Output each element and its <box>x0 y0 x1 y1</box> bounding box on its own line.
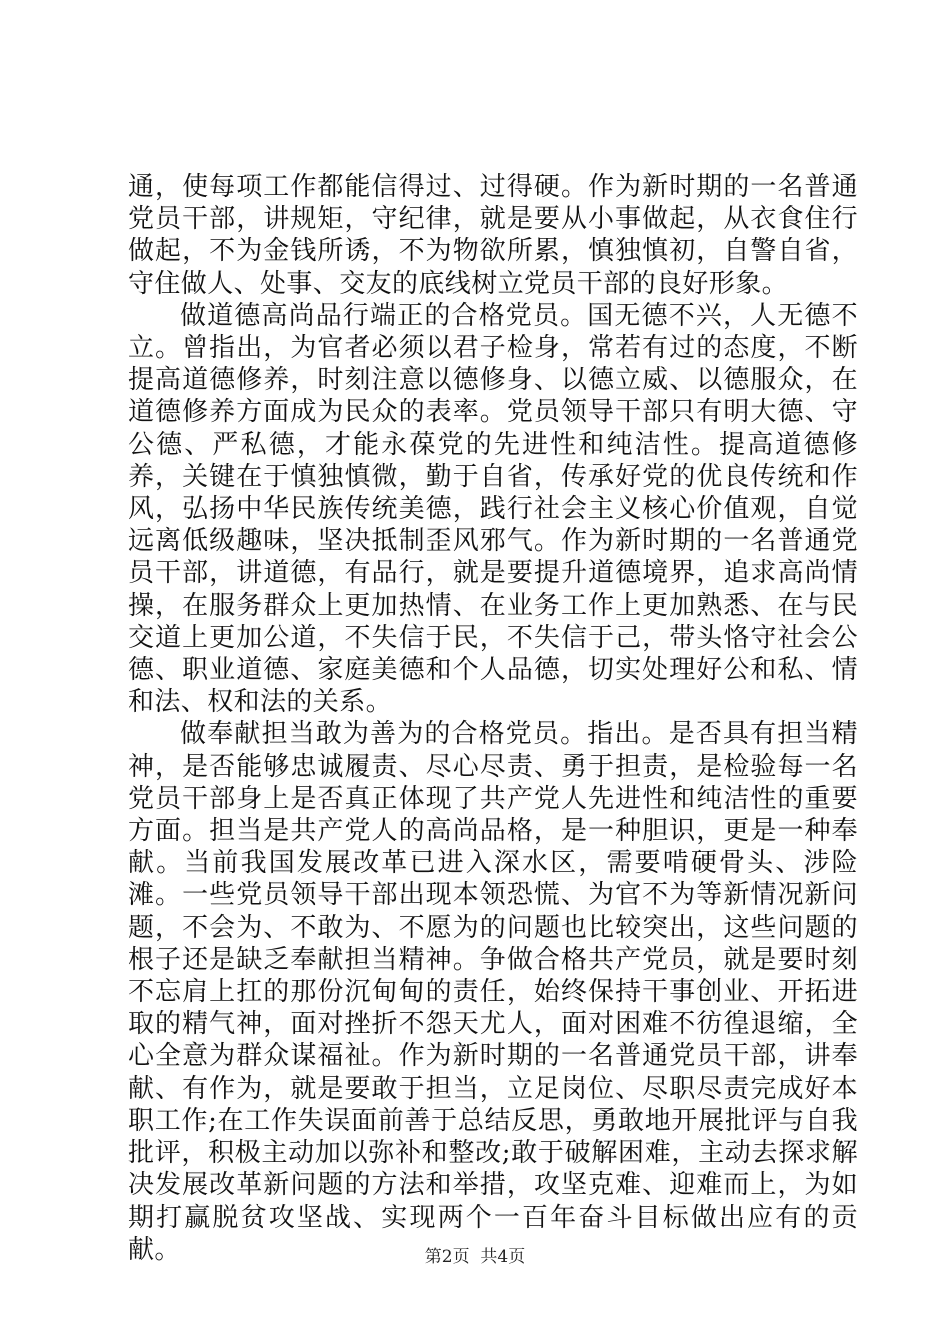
page-footer <box>0 1247 950 1267</box>
paragraph-continuation: 通，使每项工作都能信得过、过得硬。作为新时期的一名普通党员干部，讲规矩，守纪律，就是要从小事做起，从衣食住行做起，不为金钱所诱，不为物欲所累，慎独慎初，自警自省，守住做人、处事、交友的底线树立党员干部的良好形象。 <box>128 172 858 299</box>
paragraph-dedication-responsibility: 做奉献担当敢为善为的合格党员。指出。是否具有担当精神，是否能够忠诚履责、尽心尽责、勇于担责，是检验每一名党员干部身上是否真正体现了共产党人先进性和纯洁性的重要方面。担当是共产党人的高尚品格，是一种胆识，更是一种奉献。当前我国发展改革已进入深水区，需要啃硬骨头、涉险滩。一些党员领导干部出现本领恐慌、为官不为等新情况新问题，不会为、不敢为、不愿为的问题也比较突出，这些问题的根子还是缺乏奉献担当精神。争做合格共产党员，就是要时刻不忘肩上扛的那份沉甸甸的责任，始终保持干事创业、开拓进取的精气神，面对挫折不怨天尤人，面对困难不彷徨退缩，全心全意为群众谋福祉。作为新时期的一名普通党员干部，讲奉献、有作为，就是要敢于担当，立足岗位、尽职尽责完成好本职工作;在工作失误面前善于总结反思，勇敢地开展批评与自我批评，积极主动加以弥补和整改;敢于破解困难，主动去探求解决发展改革新问题的方法和举措，攻坚克难、迎难而上，为如期打赢脱贫攻坚战、实现两个一百年奋斗目标做出应有的贡献。 <box>128 719 858 1265</box>
document-body <box>128 171 858 1266</box>
page-total: 共4页 <box>480 1247 526 1267</box>
page-number: 第2页 <box>424 1247 470 1267</box>
paragraph-moral-integrity: 做道德高尚品行端正的合格党员。国无德不兴，人无德不立。曾指出，为官者必须以君子检身，常若有过的态度，不断提高道德修养，时刻注意以德修身、以德立威、以德服众，在道德修养方面成为民众的表率。党员领导干部只有明大德、守公德、严私德，才能永葆党的先进性和纯洁性。提高道德修养，关键在于慎独慎微，勤于自省，传承好党的优良传统和作风，弘扬中华民族传统美德，践行社会主义核心价值观，自觉远离低级趣味，坚决抵制歪风邪气。作为新时期的一名普通党员干部，讲道德，有品行，就是要提升道德境界，追求高尚情操，在服务群众上更加热情、在业务工作上更加熟悉、在与民交道上更加公道，不失信于民，不失信于己，带头恪守社会公德、职业道德、家庭美德和个人品德，切实处理好公和私、情和法、权和法的关系。 <box>128 300 858 718</box>
